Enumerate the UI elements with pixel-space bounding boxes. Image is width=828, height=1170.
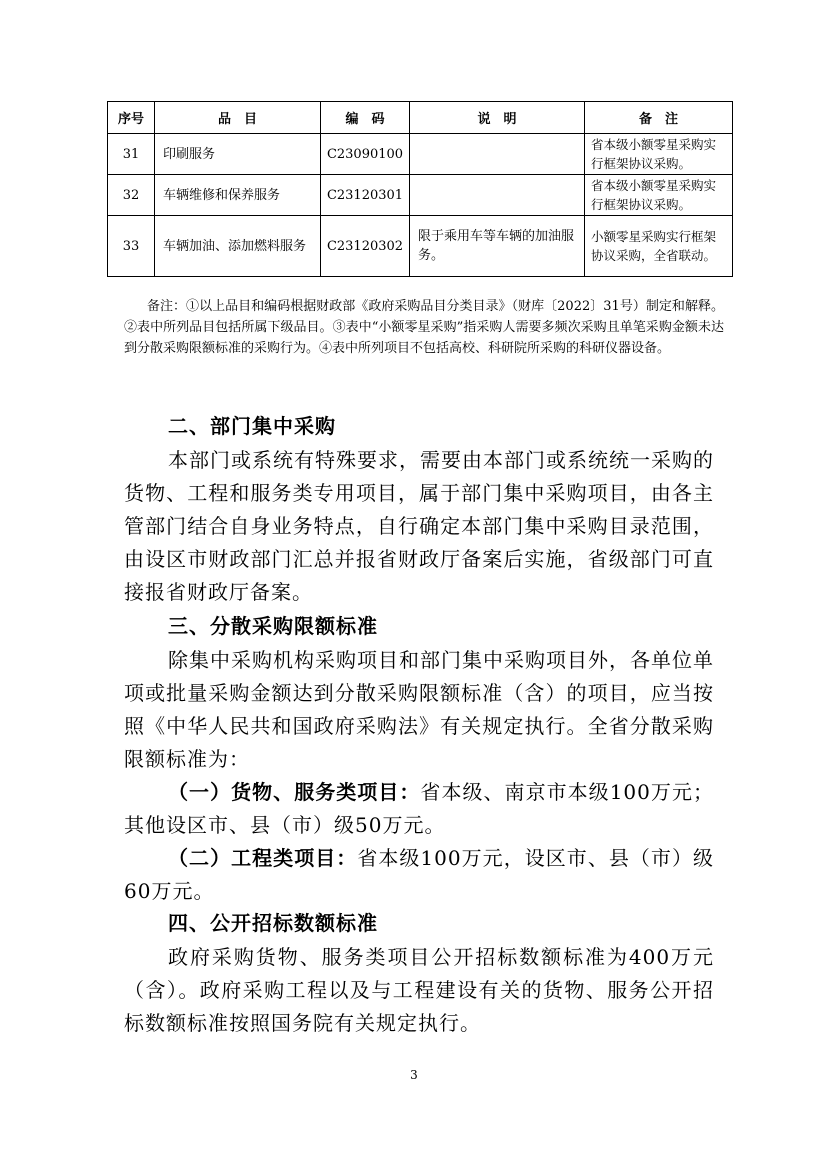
header-desc: 说 明 xyxy=(410,102,585,134)
threshold-item-engineering xyxy=(124,842,714,908)
row-desc xyxy=(410,175,585,216)
row-item: 车辆加油、添加燃料服务 xyxy=(155,216,321,277)
row-code: C23120301 xyxy=(321,175,410,216)
table-row xyxy=(108,175,733,216)
paragraph-text: 除集中采购机构采购项目和部门集中采购项目外，各单位单项或批量采购金额达到分散采购限额标准（含）的项目，应当按照《中华人民共和国政府采购法》有关规定执行。全省分散采购限额标准为： xyxy=(124,648,714,771)
row-item: 印刷服务 xyxy=(155,134,321,175)
item-label: （一）货物、服务类项目： xyxy=(168,780,421,804)
row-no: 31 xyxy=(108,134,155,175)
row-code: C23090100 xyxy=(321,134,410,175)
table-footnote: 备注：①以上品目和编码根据财政部《政府采购品目分类目录》（财库〔2022〕31号）制定和解释。②表中所列品目包括所属下级品目。③表中“小额零星采购”指采购人需要多频次采购且单笔采购金额未达到分散采购限额标准的采购行为。④表中所列项目不包括高校、科研院所采购的科研仪器设备。 xyxy=(124,299,724,356)
header-code: 编 码 xyxy=(321,102,410,134)
item-text: 省本级、南京市本级100万元；其他设区市、县（市）级50万元。 xyxy=(124,780,714,837)
procurement-catalog-table xyxy=(107,101,733,277)
section-body-public-tender xyxy=(124,941,714,1040)
section-heading-department-centralized: 二、部门集中采购 xyxy=(168,414,336,438)
item-label: （二）工程类项目： xyxy=(168,846,358,870)
row-code: C23120302 xyxy=(321,216,410,277)
row-note: 省本级小额零星采购实行框架协议采购。 xyxy=(585,134,733,175)
table-header-row xyxy=(108,102,733,134)
threshold-item-goods-services xyxy=(124,776,714,842)
section-body-department-centralized xyxy=(124,444,714,609)
row-item: 车辆维修和保养服务 xyxy=(155,175,321,216)
header-item: 品 目 xyxy=(155,102,321,134)
row-desc xyxy=(410,134,585,175)
row-note: 小额零星采购实行框架协议采购，全省联动。 xyxy=(585,216,733,277)
header-note: 备 注 xyxy=(585,102,733,134)
paragraph-text: 政府采购货物、服务类项目公开招标数额标准为400万元（含）。政府采购工程以及与工程建设有关的货物、服务公开招标数额标准按照国务院有关规定执行。 xyxy=(124,945,714,1035)
table-row xyxy=(108,134,733,175)
row-no: 32 xyxy=(108,175,155,216)
section-heading-decentralized-threshold: 三、分散采购限额标准 xyxy=(168,614,378,638)
table-row xyxy=(108,216,733,277)
section-heading-public-tender: 四、公开招标数额标准 xyxy=(168,911,378,935)
row-no: 33 xyxy=(108,216,155,277)
paragraph-text: 本部门或系统有特殊要求，需要由本部门或系统统一采购的货物、工程和服务类专用项目，属于部门集中采购项目，由各主管部门结合自身业务特点，自行确定本部门集中采购目录范围，由设区市财政部门汇总并报省财政厅备案后实施，省级部门可直接报省财政厅备案。 xyxy=(124,448,714,604)
section-body-decentralized-threshold xyxy=(124,644,714,908)
row-desc: 限于乘用车等车辆的加油服务。 xyxy=(410,216,585,277)
header-no: 序号 xyxy=(108,102,155,134)
row-note: 省本级小额零星采购实行框架协议采购。 xyxy=(585,175,733,216)
item-text: 省本级100万元，设区市、县（市）级60万元。 xyxy=(124,846,714,903)
page-number: 3 xyxy=(410,1068,418,1082)
